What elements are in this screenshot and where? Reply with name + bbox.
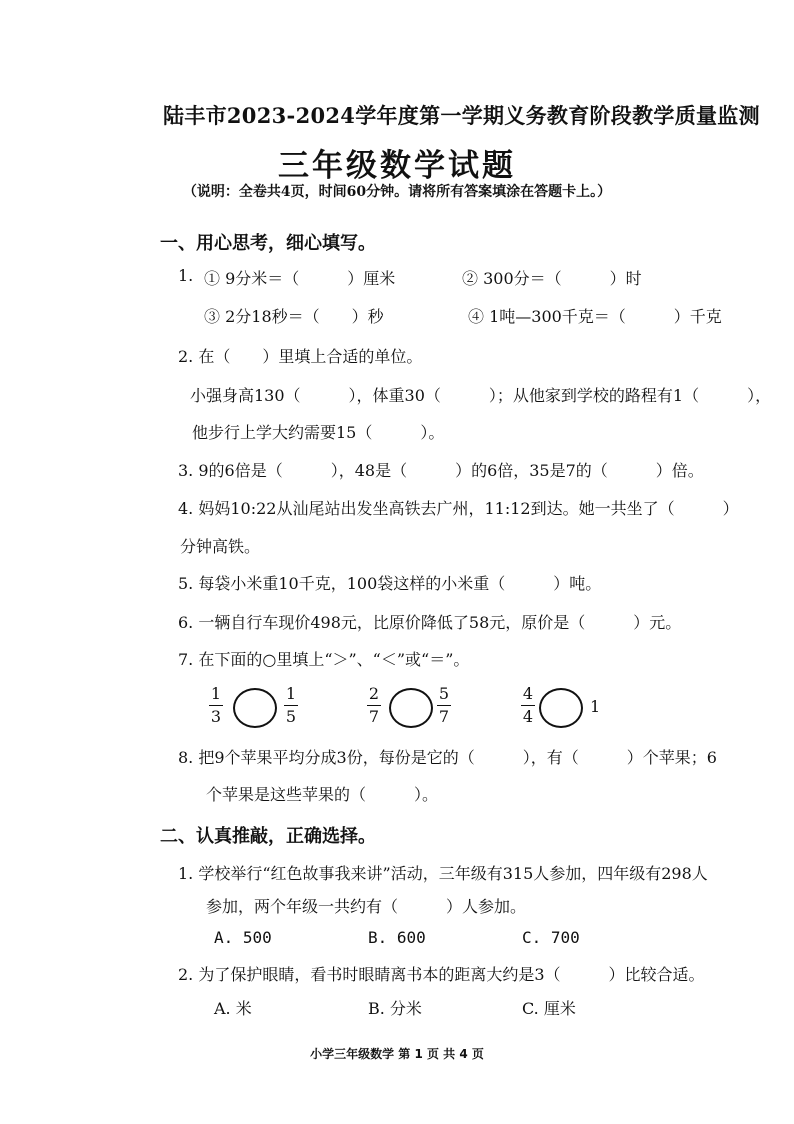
q3-text: 3. 9的6倍是（ ），48是（ ）的6倍，35是7的（ ）倍。 — [178, 461, 704, 480]
q1-part-b: ② 300分＝（ ）时 — [462, 269, 642, 288]
whole-number-one: 1 — [590, 697, 601, 716]
fraction-2-7 — [367, 684, 381, 727]
numerator: 2 — [368, 684, 380, 703]
fraction-bar — [437, 705, 451, 706]
q2-line1: 2. 在（ ）里填上合适的单位。 — [178, 347, 423, 366]
q2-line2: 小强身高130（ ），体重30（ ）；从他家到学校的路程有1（ ）， — [190, 386, 772, 405]
s2-q2-line1: 2. 为了保护眼睛，看书时眼睛离书本的距离大约是3（ ）比较合适。 — [178, 965, 705, 984]
q1-part-c: ③ 2分18秒＝（ ）秒 — [204, 307, 384, 326]
fraction-bar — [367, 705, 381, 706]
numerator: 5 — [438, 684, 450, 703]
fraction-1-5 — [284, 684, 298, 727]
denominator: 5 — [285, 707, 297, 726]
s2-q1-option-c[interactable]: C. 700 — [522, 928, 580, 947]
q5-text: 5. 每袋小米重10千克，100袋这样的小米重（ ）吨。 — [178, 574, 602, 593]
numerator: 4 — [522, 684, 534, 703]
numerator: 1 — [210, 684, 222, 703]
q2-line3: 他步行上学大约需要15（ ）。 — [192, 423, 445, 442]
compare-circle-3[interactable] — [539, 688, 583, 728]
q6-text: 6. 一辆自行车现价498元，比原价降低了58元，原价是（ ）元。 — [178, 613, 682, 632]
page-footer: 小学三年级数学 第 1 页 共 4 页 — [310, 1047, 484, 1061]
s2-q2-option-c[interactable]: C. 厘米 — [522, 999, 576, 1018]
fraction-bar — [521, 705, 535, 706]
s2-q1-line2: 参加，两个年级一共约有（ ）人参加。 — [206, 897, 527, 916]
q8-line2: 个苹果是这些苹果的（ ）。 — [206, 785, 439, 804]
denominator: 3 — [210, 707, 222, 726]
q1-part-d: ④ 1吨—300千克＝（ ）千克 — [468, 307, 722, 326]
numerator: 1 — [285, 684, 297, 703]
compare-circle-2[interactable] — [389, 688, 433, 728]
q1-part-a: ① 9分米＝（ ）厘米 — [204, 269, 396, 288]
denominator: 4 — [522, 707, 534, 726]
fraction-5-7 — [437, 684, 451, 727]
fraction-bar — [209, 705, 223, 706]
s2-q1-option-a[interactable]: A. 500 — [214, 928, 272, 947]
section2-heading: 二、认真推敲，正确选择。 — [160, 826, 376, 847]
s2-q2-option-b[interactable]: B. 分米 — [368, 999, 422, 1018]
fraction-4-4 — [521, 684, 535, 727]
denominator: 7 — [438, 707, 450, 726]
section1-heading: 一、用心思考，细心填写。 — [160, 233, 376, 254]
denominator: 7 — [368, 707, 380, 726]
exam-header: 陆丰市2023-2024学年度第一学期义务教育阶段教学质量监测 — [163, 103, 760, 128]
q1-number: 1. — [178, 266, 194, 285]
instructions-note: （说明：全卷共4页，时间60分钟。请将所有答案填涂在答题卡上。） — [182, 184, 612, 200]
s2-q1-line1: 1. 学校举行“红色故事我来讲”活动，三年级有315人参加，四年级有298人 — [178, 864, 708, 883]
q7-text: 7. 在下面的○里填上“＞”、“＜”或“＝”。 — [178, 650, 470, 669]
q4-line1: 4. 妈妈10:22从汕尾站出发坐高铁去广州，11:12到达。她一共坐了（ ） — [178, 499, 739, 518]
page-title: 三年级数学试题 — [278, 148, 516, 184]
compare-circle-1[interactable] — [233, 688, 277, 728]
s2-q2-option-a[interactable]: A. 米 — [214, 999, 252, 1018]
s2-q1-option-b[interactable]: B. 600 — [368, 928, 426, 947]
q4-line2: 分钟高铁。 — [180, 537, 261, 556]
q8-line1: 8. 把9个苹果平均分成3份，每份是它的（ ），有（ ）个苹果；6 — [178, 748, 717, 767]
fraction-bar — [284, 705, 298, 706]
fraction-1-3 — [209, 684, 223, 727]
